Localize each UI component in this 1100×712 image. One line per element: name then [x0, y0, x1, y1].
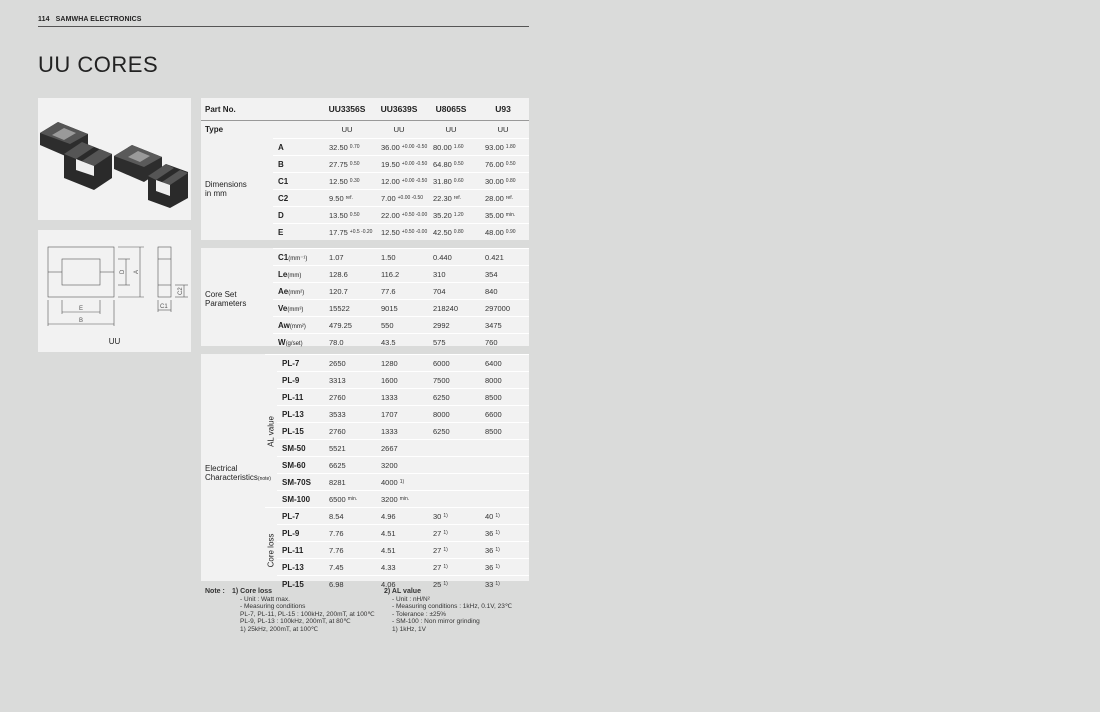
al-value	[477, 457, 529, 474]
parameter-name: Aw(mm²)	[273, 317, 321, 334]
part-uu3639s: UU3639S	[373, 98, 425, 121]
dimension-value: 31.80 0.60	[425, 173, 477, 190]
side-view	[158, 247, 171, 297]
dimension-name: B	[273, 156, 321, 173]
parameter-value: 0.440	[425, 249, 477, 266]
loss-value: 7.76	[321, 525, 373, 542]
al-value: 1280	[373, 355, 425, 372]
type-value: UU	[445, 125, 457, 134]
loss-value: 36 1)	[477, 525, 529, 542]
material-name: PL-11	[277, 542, 321, 559]
parameter-value: 354	[477, 266, 529, 283]
parameter-value: 2992	[425, 317, 477, 334]
material-name: PL-9	[277, 372, 321, 389]
dimension-value: 42.50 0.80	[425, 224, 477, 241]
al-value	[425, 440, 477, 457]
parameter-name: Ae(mm²)	[273, 283, 321, 300]
note-line: - Unit : nH/N²	[392, 595, 430, 603]
loss-value: 4.51	[373, 525, 425, 542]
al-value: 8000	[425, 406, 477, 423]
al-value: 2760	[321, 389, 373, 406]
al-value: 4000 1)	[373, 474, 425, 491]
al-value: 3200	[373, 457, 425, 474]
al-value: 2650	[321, 355, 373, 372]
loss-value: 4.33	[373, 559, 425, 576]
parameter-value: 550	[373, 317, 425, 334]
loss-value: 4.96	[373, 508, 425, 525]
note-line: - Measuring conditions : 1kHz, 0.1V, 23℃	[392, 603, 513, 610]
material-name: SM-60	[277, 457, 321, 474]
parameter-value: 310	[425, 266, 477, 283]
al-value: 8500	[477, 389, 529, 406]
dimensions-table	[201, 98, 529, 240]
dimension-row	[201, 139, 529, 156]
part-u8065s: U8065S	[425, 98, 477, 121]
label-e: E	[79, 306, 84, 312]
material-name: PL-15	[277, 576, 321, 593]
loss-value: 27 1)	[425, 525, 477, 542]
dimension-value: 13.50 0.50	[321, 207, 373, 224]
dimension-drawing	[38, 230, 191, 352]
note-line: 1) 25kHz, 200mT, at 100℃	[240, 625, 319, 633]
dimension-value: 76.00 0.50	[477, 156, 529, 173]
al-value: 7500	[425, 372, 477, 389]
parameter-value: 760	[477, 334, 529, 351]
dimension-name: C1	[273, 173, 321, 190]
note-al-value-title: 2) AL value	[384, 588, 421, 595]
loss-value: 7.45	[321, 559, 373, 576]
al-value	[425, 474, 477, 491]
electrical-table	[201, 354, 529, 592]
label-d: D	[120, 269, 126, 274]
parameter-value: 77.6	[373, 283, 425, 300]
loss-value: 4.06	[373, 576, 425, 593]
parameter-value: 575	[425, 334, 477, 351]
parameter-value: 120.7	[321, 283, 373, 300]
dimension-value: 64.80 0.50	[425, 156, 477, 173]
material-name: PL-11	[277, 389, 321, 406]
parameter-name: C1(mm⁻¹)	[273, 249, 321, 266]
core-loss-label: Core loss	[265, 508, 277, 593]
window-outline	[62, 259, 100, 285]
al-row	[201, 355, 529, 372]
page-number: 114	[38, 16, 50, 23]
al-value: 1600	[373, 372, 425, 389]
parameter-value: 704	[425, 283, 477, 300]
loss-value: 27 1)	[425, 559, 477, 576]
material-name: PL-7	[277, 355, 321, 372]
note-core-loss	[232, 588, 375, 633]
product-photo	[38, 98, 191, 220]
dimensions-panel	[201, 98, 529, 240]
parameter-value: 116.2	[373, 266, 425, 283]
parameter-value: 840	[477, 283, 529, 300]
al-value: 3313	[321, 372, 373, 389]
dimension-value: 22.30 ref.	[425, 190, 477, 207]
label-b: B	[79, 318, 84, 324]
dimension-value: 27.75 0.50	[321, 156, 373, 173]
dimension-value: 28.00 ref.	[477, 190, 529, 207]
dimension-value: 7.00 +0.00 -0.50	[373, 190, 425, 207]
page-header	[38, 16, 529, 27]
note-line: - Tolerance : ±25%	[392, 610, 447, 618]
al-value: 3200 min.	[373, 491, 425, 508]
parameter-value: 297000	[477, 300, 529, 317]
note-line: PL-7, PL-11, PL-15 : 100kHz, 200mT, at 100℃	[240, 610, 375, 618]
al-value: 6600	[477, 406, 529, 423]
note-label: Note :	[205, 588, 225, 595]
dimension-value: 35.20 1.20	[425, 207, 477, 224]
material-name: PL-7	[277, 508, 321, 525]
material-name: PL-13	[277, 559, 321, 576]
page-title: UU CORES	[38, 52, 159, 77]
al-value: 6625	[321, 457, 373, 474]
dimension-value: 80.00 1.60	[425, 139, 477, 156]
type-value: UU	[497, 125, 509, 134]
electrical-panel	[201, 354, 529, 589]
al-value: 8281	[321, 474, 373, 491]
part-no-label: Part No.	[201, 98, 321, 121]
type-value: UU	[341, 125, 353, 134]
al-value: 6400	[477, 355, 529, 372]
al-value: 2667	[373, 440, 425, 457]
parameter-value: 1.07	[321, 249, 373, 266]
dimension-name: D	[273, 207, 321, 224]
core-set-panel	[201, 248, 529, 346]
material-name: SM-100	[277, 491, 321, 508]
note-line: 1) 1kHz, 1V	[392, 625, 426, 633]
note-core-loss-title: 1) Core loss	[232, 588, 273, 595]
al-value: 8000	[477, 372, 529, 389]
parameter-value: 15522	[321, 300, 373, 317]
dimension-value: 17.75 +0.5 -0.20	[321, 224, 373, 241]
parameter-value: 218240	[425, 300, 477, 317]
parameter-value: 78.0	[321, 334, 373, 351]
parameter-value: 0.421	[477, 249, 529, 266]
al-value-label: AL value	[265, 355, 277, 508]
dimension-value: 19.50 +0.00 -0.50	[373, 156, 425, 173]
material-name: PL-13	[277, 406, 321, 423]
al-value: 6250	[425, 389, 477, 406]
al-value: 6500 min.	[321, 491, 373, 508]
loss-value: 6.98	[321, 576, 373, 593]
dimension-value: 22.00 +0.50 -0.00	[373, 207, 425, 224]
loss-value: 36 1)	[477, 542, 529, 559]
material-name: PL-9	[277, 525, 321, 542]
parameter-name: Le(mm)	[273, 266, 321, 283]
type-label: Type	[205, 125, 224, 134]
loss-value: 33 1)	[477, 576, 529, 593]
loss-value: 4.51	[373, 542, 425, 559]
loss-value: 8.54	[321, 508, 373, 525]
part-u93: U93	[477, 98, 529, 121]
material-name: PL-15	[277, 423, 321, 440]
dimension-name: A	[273, 139, 321, 156]
dimension-name: C2	[273, 190, 321, 207]
dimension-value: 12.00 +0.00 -0.50	[373, 173, 425, 190]
dimension-value: 35.00 min.	[477, 207, 529, 224]
al-value: 6000	[425, 355, 477, 372]
dimension-value: 32.50 0.70	[321, 139, 373, 156]
dimension-value: 12.50 +0.50 -0.00	[373, 224, 425, 241]
dimension-value: 93.00 1.80	[477, 139, 529, 156]
core-set-row	[201, 249, 529, 266]
note-line: PL-9, PL-13 : 100kHz, 200mT, at 80℃	[240, 618, 351, 625]
loss-value: 40 1)	[477, 508, 529, 525]
note-line: - Measuring conditions	[240, 603, 306, 610]
al-value: 5521	[321, 440, 373, 457]
parameter-value: 128.6	[321, 266, 373, 283]
brand-name: SAMWHA ELECTRONICS	[55, 16, 142, 23]
parameter-value: 3475	[477, 317, 529, 334]
al-value	[425, 491, 477, 508]
dimension-value: 36.00 +0.00 -0.50	[373, 139, 425, 156]
note-line: - SM-100 : Non mirror grinding	[392, 618, 480, 625]
al-value: 8500	[477, 423, 529, 440]
core-set-label: Core Set Parameters	[205, 290, 247, 309]
loss-value: 27 1)	[425, 542, 477, 559]
loss-value: 36 1)	[477, 559, 529, 576]
al-value: 6250	[425, 423, 477, 440]
part-uu3356s: UU3356S	[321, 98, 373, 121]
al-value	[477, 440, 529, 457]
material-name: SM-50	[277, 440, 321, 457]
al-value: 3533	[321, 406, 373, 423]
al-value	[425, 457, 477, 474]
parameter-name: Ve(mm³)	[273, 300, 321, 317]
al-value: 1707	[373, 406, 425, 423]
loss-value: 7.76	[321, 542, 373, 559]
dimension-value: 30.00 0.80	[477, 173, 529, 190]
electrical-label: Electrical Characteristics(note)	[205, 464, 271, 483]
material-name: SM-70S	[277, 474, 321, 491]
al-value: 2760	[321, 423, 373, 440]
dimension-value: 9.50 ref.	[321, 190, 373, 207]
parameter-value: 1.50	[373, 249, 425, 266]
dimensions-label: Dimensions in mm	[205, 180, 247, 199]
note-line: - Unit : Watt max.	[240, 595, 290, 603]
parameter-value: 479.25	[321, 317, 373, 334]
al-value: 1333	[373, 423, 425, 440]
type-value: UU	[393, 125, 405, 134]
loss-value: 30 1)	[425, 508, 477, 525]
dimension-value: 12.50 0.30	[321, 173, 373, 190]
label-c1: C1	[160, 304, 168, 310]
drawing-caption: UU	[108, 337, 121, 346]
al-value	[477, 491, 529, 508]
dimension-name: E	[273, 224, 321, 241]
parameter-name: W(g/set)	[273, 334, 321, 351]
al-value: 1333	[373, 389, 425, 406]
note-al-value	[384, 588, 512, 633]
loss-value: 25 1)	[425, 576, 477, 593]
parameter-value: 9015	[373, 300, 425, 317]
core-set-table	[201, 248, 529, 350]
label-c2: C2	[178, 287, 184, 295]
dimension-value: 48.00 0.90	[477, 224, 529, 241]
al-value	[477, 474, 529, 491]
label-a: A	[134, 269, 140, 274]
parameter-value: 43.5	[373, 334, 425, 351]
